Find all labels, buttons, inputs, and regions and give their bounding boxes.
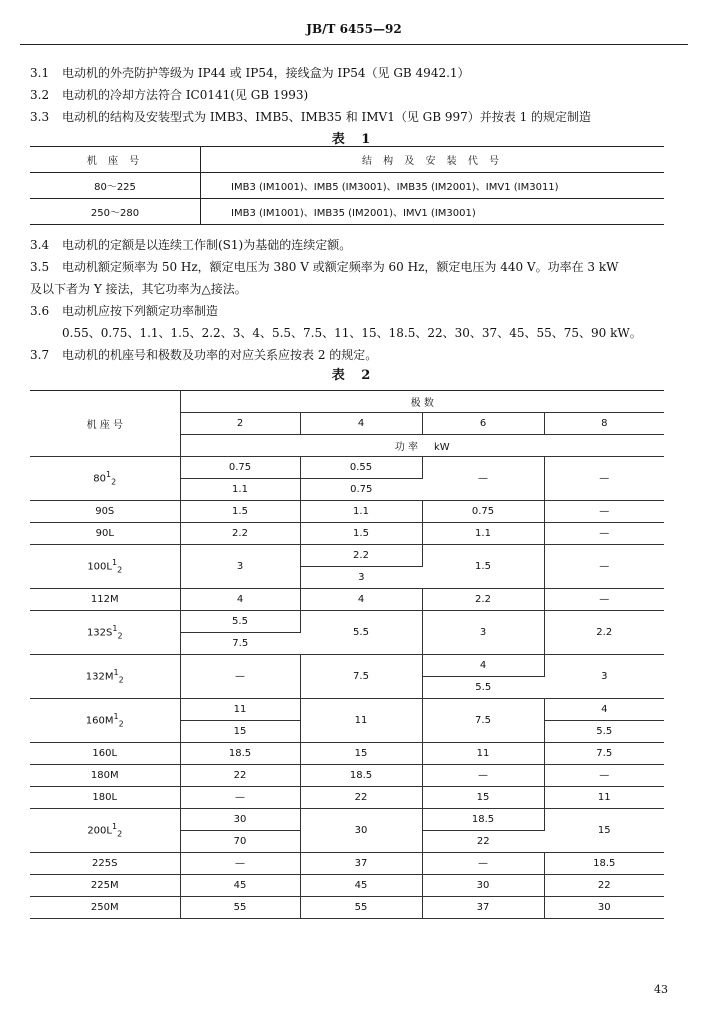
clause-3-2: 3.2 电动机的冷却方法符合 IC0141(见 GB 1993) — [30, 88, 309, 102]
t2-cell: — — [180, 853, 300, 875]
t2-cell: — — [422, 853, 544, 875]
t2-cell: 70 — [180, 831, 300, 853]
t2-frame: 160L — [30, 743, 180, 765]
t2-cell: — — [422, 457, 544, 501]
t1-cell: IMB3 (IM1001)、IMB5 (IM3001)、IMB35 (IM2001)、IMV1 (IM3011) — [201, 173, 665, 199]
t2-frame: $132M^1_2$ — [30, 655, 180, 699]
page-number: 43 — [654, 983, 668, 996]
header-rule — [20, 44, 688, 45]
t2-cell: — — [544, 457, 664, 501]
t2-frame: 90S — [30, 501, 180, 523]
t2-cell: 15 — [180, 721, 300, 743]
table-row — [30, 199, 664, 225]
t2-cell: 7.5 — [180, 633, 300, 655]
table-row — [30, 457, 664, 479]
clause-3-5-cont: 及以下者为 Y 接法，其它功率为△接法。 — [30, 282, 247, 296]
t2-frame: $160M^1_2$ — [30, 699, 180, 743]
clause-3-4: 3.4 电动机的定额是以连续工作制(S1)为基础的连续定额。 — [30, 238, 352, 252]
t2-cell: — — [544, 501, 664, 523]
t2-cell: 45 — [180, 875, 300, 897]
t2-cell: 30 — [180, 809, 300, 831]
t2-frame: 250M — [30, 897, 180, 919]
t2-cell: — — [544, 545, 664, 589]
t2-pole: 6 — [422, 413, 544, 435]
t2-cell: 4 — [180, 589, 300, 611]
t2-frame-label: 机 座 号 — [30, 391, 180, 457]
t2-frame: $200L^1_2$ — [30, 809, 180, 853]
t2-cell: 3 — [422, 611, 544, 655]
table2-caption: 表 2 — [331, 368, 377, 383]
clause-3-1: 3.1 电动机的外壳防护等级为 IP44 或 IP54，接线盒为 IP54（见 GB 4942.1） — [30, 66, 470, 80]
t2-cell: — — [180, 655, 300, 699]
t2-cell: 4 — [300, 589, 422, 611]
t2-cell: 1.1 — [300, 501, 422, 523]
table-row — [30, 589, 664, 611]
t2-cell: 1.5 — [300, 523, 422, 545]
clause-3-3: 3.3 电动机的结构及安装型式为 IMB3、IMB5、IMB35 和 IMV1（见 GB 997）并按表 1 的规定制造 — [30, 110, 592, 124]
table-row — [30, 787, 664, 809]
t2-pole: 4 — [300, 413, 422, 435]
table-row — [30, 173, 664, 199]
t2-cell: 30 — [300, 809, 422, 853]
t2-cell: 15 — [544, 809, 664, 853]
table-row — [30, 655, 664, 677]
t2-cell: 18.5 — [422, 809, 544, 831]
table-row — [30, 611, 664, 633]
t2-cell: 5.5 — [544, 721, 664, 743]
power-list: 0.55、0.75、1.1、1.5、2.2、3、4、5.5、7.5、11、15、18.5、22、30、37、45、55、75、90 kW。 — [62, 326, 642, 340]
t2-cell: — — [180, 787, 300, 809]
t2-cell: — — [422, 765, 544, 787]
t2-cell: 7.5 — [422, 699, 544, 743]
t2-cell: 15 — [422, 787, 544, 809]
t2-cell: 11 — [422, 743, 544, 765]
t2-cell: 4 — [544, 699, 664, 721]
table-row — [30, 809, 664, 831]
t2-cell: 0.75 — [180, 457, 300, 479]
table-row — [30, 545, 664, 567]
t2-cell: 0.75 — [300, 479, 422, 501]
t2-cell: 22 — [300, 787, 422, 809]
t2-cell: 2.2 — [180, 523, 300, 545]
t2-cell: 3 — [180, 545, 300, 589]
t2-cell: 22 — [180, 765, 300, 787]
t2-cell: 18.5 — [180, 743, 300, 765]
t2-cell: 3 — [300, 567, 422, 589]
document-header: JB/T 6455—92 — [306, 22, 402, 36]
t2-cell: 1.1 — [180, 479, 300, 501]
t2-cell: 2.2 — [422, 589, 544, 611]
table-row — [30, 699, 664, 721]
table-row — [30, 853, 664, 875]
t2-cell: 5.5 — [422, 677, 544, 699]
t2-frame: 112M — [30, 589, 180, 611]
t2-frame: 180M — [30, 765, 180, 787]
t2-cell: — — [544, 523, 664, 545]
t2-frame: 180L — [30, 787, 180, 809]
t2-cell: 2.2 — [300, 545, 422, 567]
t1-cell: 250～280 — [30, 199, 201, 225]
table-row — [30, 765, 664, 787]
t2-cell: 15 — [300, 743, 422, 765]
t2-cell: 1.1 — [422, 523, 544, 545]
t2-cell: 5.5 — [180, 611, 300, 633]
t2-pole: 8 — [544, 413, 664, 435]
t2-cell: 37 — [422, 897, 544, 919]
t2-cell: 22 — [544, 875, 664, 897]
t2-cell: 11 — [180, 699, 300, 721]
t2-cell: 0.55 — [300, 457, 422, 479]
t2-cell: 45 — [300, 875, 422, 897]
clause-3-7: 3.7 电动机的机座号和极数及功率的对应关系应按表 2 的规定。 — [30, 348, 378, 362]
table1-caption: 表 1 — [331, 132, 377, 147]
t2-cell: — — [544, 765, 664, 787]
t2-frame: 225S — [30, 853, 180, 875]
t2-cell: 37 — [300, 853, 422, 875]
t2-cell: 55 — [300, 897, 422, 919]
t1-cell: IMB3 (IM1001)、IMB35 (IM2001)、IMV1 (IM3001) — [201, 199, 665, 225]
t2-pole: 2 — [180, 413, 300, 435]
clause-3-6: 3.6 电动机应按下列额定功率制造 — [30, 304, 219, 318]
t2-cell: 18.5 — [544, 853, 664, 875]
t2-cell: 18.5 — [300, 765, 422, 787]
t2-cell: 4 — [422, 655, 544, 677]
t2-cell: 3 — [544, 655, 664, 699]
clause-3-5: 3.5 电动机额定频率为 50 Hz，额定电压为 380 V 或额定频率为 60 Hz，额定电压为 440 V。功率在 3 kW — [30, 260, 619, 274]
table-row — [30, 523, 664, 545]
t2-frame: 90L — [30, 523, 180, 545]
t2-cell: 30 — [544, 897, 664, 919]
table-row — [30, 897, 664, 919]
table-row — [30, 743, 664, 765]
t2-cell: — — [544, 589, 664, 611]
t2-cell: 5.5 — [300, 611, 422, 655]
table-1 — [30, 146, 664, 225]
t2-frame: $132S^1_2$ — [30, 611, 180, 655]
t2-cell: 0.75 — [422, 501, 544, 523]
t1-header-frame: 机 座 号 — [30, 147, 201, 173]
t2-frame: $100L^1_2$ — [30, 545, 180, 589]
t2-cell: 7.5 — [300, 655, 422, 699]
t2-frame: $80^1_2$ — [30, 457, 180, 501]
t2-cell: 11 — [544, 787, 664, 809]
t2-cell: 1.5 — [180, 501, 300, 523]
t2-frame: 225M — [30, 875, 180, 897]
t2-poles-label: 极 数 — [180, 391, 664, 413]
t2-cell: 11 — [300, 699, 422, 743]
table-row — [30, 501, 664, 523]
t2-cell: 22 — [422, 831, 544, 853]
t2-cell: 2.2 — [544, 611, 664, 655]
t1-cell: 80～225 — [30, 173, 201, 199]
table-row — [30, 875, 664, 897]
t2-cell: 7.5 — [544, 743, 664, 765]
table-2 — [30, 390, 664, 919]
t1-header-code: 结 构 及 安 装 代 号 — [201, 147, 665, 173]
t2-cell: 30 — [422, 875, 544, 897]
t2-power-label: 功 率 kW — [180, 435, 664, 457]
t2-cell: 55 — [180, 897, 300, 919]
t2-cell: 1.5 — [422, 545, 544, 589]
